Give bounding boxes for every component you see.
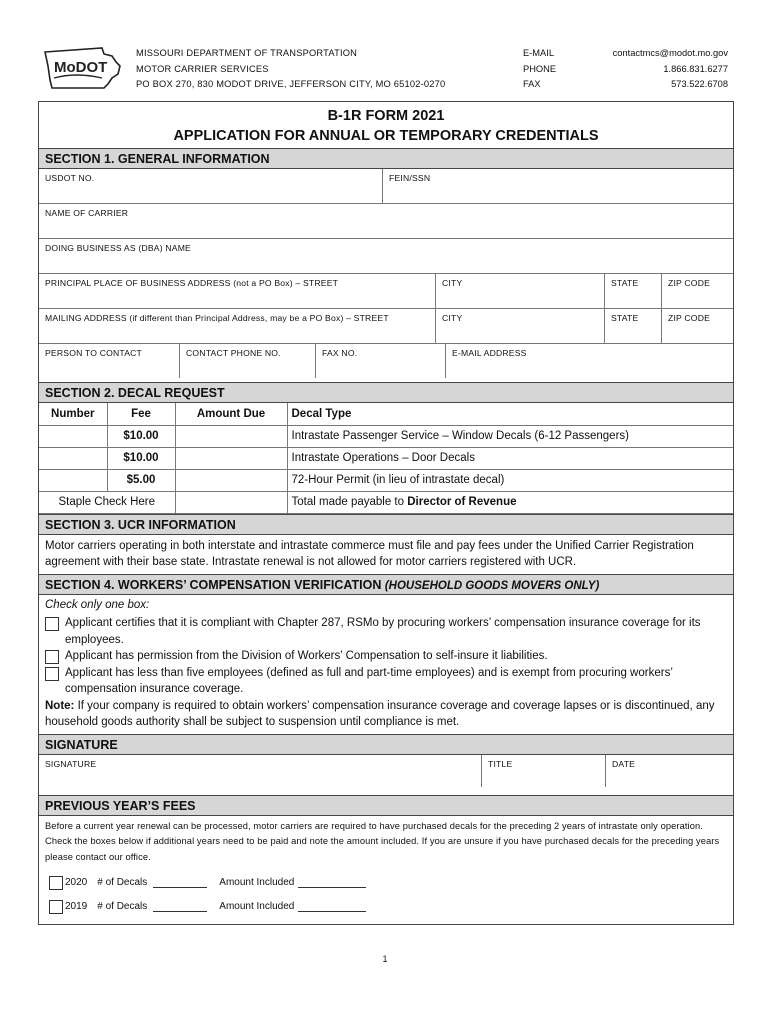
mailing-state-label: STATE [611,313,639,323]
option-text: Applicant has permission from the Division of Workers’ Compensation to self-insure it liabilities. [65,650,548,662]
previous-fees-text: Before a current year renewal can be processed, motor carriers are required to have purchased decals for the preceding 2 years of intrastate only operation. Check the boxes below if additional years need to be paid and note the amount included. If you are unsure if you have purchased decals for the preceding years please contact our office. [45,820,720,862]
principal-zip-label: ZIP CODE [668,278,711,288]
year-2020: 2020 [65,876,88,888]
mailing-street-field[interactable] [39,309,436,343]
usdot-label: USDOT NO. [45,173,95,183]
agency-info [136,46,445,93]
title-label: TITLE [488,758,513,769]
decals-label: # of Decals [97,876,148,888]
fein-field[interactable] [383,169,733,203]
col-amount-due: Amount Due [175,403,287,425]
amount-label: Amount Included [219,900,295,912]
amount-input-2020[interactable] [298,876,366,888]
decal-table [39,403,733,514]
fee-cell: $10.00 [107,425,175,447]
contact-labels [523,46,556,93]
principal-street-label: PRINCIPAL PLACE OF BUSINESS ADDRESS (not a PO Box) – STREET [45,278,339,288]
signature-label: SIGNATURE [45,758,97,769]
amount-label: Amount Included [219,876,295,888]
option-compliant[interactable] [45,615,727,648]
fee-line-2020 [49,874,733,890]
dba-label: DOING BUSINESS AS (DBA) NAME [45,243,191,253]
modot-logo [42,44,122,90]
option-text: Applicant certifies that it is compliant with Chapter 287, RSMo by procuring workers’ compensation insurance coverage for its employees. [65,617,701,646]
section3-heading: SECTION 3. UCR INFORMATION [39,514,733,535]
amount-due-input[interactable] [175,447,287,469]
agency-name: MISSOURI DEPARTMENT OF TRANSPORTATION [136,48,358,58]
total-payable-cell [287,491,733,513]
dba-field[interactable] [39,239,733,273]
fax-value: 573.522.6708 [671,79,728,89]
fax-no-label: FAX NO. [322,348,358,358]
principal-state-field[interactable] [605,274,662,308]
section1-heading: SECTION 1. GENERAL INFORMATION [39,148,733,169]
principal-zip-field[interactable] [662,274,733,308]
decal-header-row [39,403,733,425]
section4-title: SECTION 4. WORKERS’ COMPENSATION VERIFICATION [45,577,385,592]
fee-cell: $5.00 [107,469,175,491]
fax-label: FAX [523,79,541,89]
application-form [38,101,734,925]
phone-label: PHONE [523,63,557,74]
section4-subtitle: (HOUSEHOLD GOODS MOVERS ONLY) [384,579,600,592]
principal-state-label: STATE [611,278,639,288]
table-row [39,447,733,469]
principal-street-field[interactable] [39,274,436,308]
person-contact-field[interactable] [39,344,180,378]
usdot-field[interactable] [39,169,383,203]
checkbox[interactable] [45,650,59,664]
email-label: E-MAIL [523,48,554,58]
form-title-code: B-1R FORM 2021 [327,108,445,124]
agency-address: PO BOX 270, 830 MODOT DRIVE, JEFFERSON CITY, MO 65102-0270 [136,79,446,89]
checkbox-2020[interactable] [49,876,63,890]
number-input[interactable] [39,425,107,447]
ucr-text: Motor carriers operating in both interstate and intrastate commerce must file and pay fees under the Unified Carrier Registration agreement with their base state. Intrastate renewal is not allowed for motor carriers registered with UCR. [45,539,694,568]
note-text: If your company is required to obtain workers’ compensation insurance coverage and coverage lapses or is discontinued, any household goods authority shall be subject to suspension until compliance is met. [45,699,715,728]
signature-heading: SIGNATURE [39,734,733,755]
page-number: 1 [382,954,388,964]
checkbox[interactable] [45,667,59,681]
year-2019: 2019 [65,900,88,912]
carrier-name-field[interactable] [39,204,733,238]
principal-city-label: CITY [442,278,463,288]
decal-type-cell: 72-Hour Permit (in lieu of intrastate decal) [287,469,733,491]
fein-label: FEIN/SSN [389,173,431,183]
amount-input-2019[interactable] [298,900,366,912]
table-row [39,425,733,447]
mailing-zip-field[interactable] [662,309,733,343]
title-field[interactable] [482,755,606,787]
workers-comp-block [39,595,733,734]
checkbox[interactable] [45,617,59,631]
agency-division: MOTOR CARRIER SERVICES [136,63,269,74]
contact-values [613,46,728,93]
amount-due-input[interactable] [175,469,287,491]
letterhead [38,44,730,94]
fax-no-field[interactable] [316,344,446,378]
col-number: Number [39,403,107,425]
signature-row [39,755,733,787]
total-amount-input[interactable] [175,491,287,513]
note-label: Note: [45,699,75,712]
amount-due-input[interactable] [175,425,287,447]
decals-input-2020[interactable] [153,876,207,888]
email-value[interactable]: contactmcs@modot.mo.gov [612,48,728,58]
decals-input-2019[interactable] [153,900,207,912]
previous-fees-heading: PREVIOUS YEAR’S FEES [39,795,733,816]
carrier-name-label: NAME OF CARRIER [45,208,129,218]
mailing-city-label: CITY [442,313,463,323]
number-input[interactable] [39,469,107,491]
mailing-street-label: MAILING ADDRESS (if different than Principal Address, may be a PO Box) – STREET [45,313,389,323]
contact-phone-label: CONTACT PHONE NO. [186,348,281,358]
number-input[interactable] [39,447,107,469]
decals-label: # of Decals [97,900,148,912]
col-decal-type: Decal Type [287,403,733,425]
staple-check-cell: Staple Check Here [39,491,175,513]
mailing-city-field[interactable] [436,309,605,343]
logo-text: MoDOT [54,59,108,76]
email-address-label: E-MAIL ADDRESS [452,348,527,358]
mailing-state-field[interactable] [605,309,662,343]
total-prefix: Total made payable to [291,496,408,508]
check-one-label: Check only one box: [45,598,150,611]
date-label: DATE [612,758,636,769]
section2-heading: SECTION 2. DECAL REQUEST [39,382,733,403]
option-exempt[interactable] [45,665,727,698]
decal-type-cell: Intrastate Passenger Service – Window Decals (6-12 Passengers) [287,425,733,447]
contact-phone-field[interactable] [180,344,316,378]
option-self-insure[interactable] [45,648,727,665]
option-text: Applicant has less than five employees (defined as full and part-time employees) and is exempt from procuring workers’ compensation insurance coverage. [65,666,673,695]
section4-heading [39,574,733,595]
email-address-field[interactable] [446,344,733,378]
fee-line-2019 [49,898,733,914]
person-contact-label: PERSON TO CONTACT [45,348,142,358]
note [45,698,727,731]
signature-field[interactable] [39,755,482,787]
total-row [39,491,733,513]
general-info-grid [39,169,733,378]
checkbox-2019[interactable] [49,900,63,914]
principal-city-field[interactable] [436,274,605,308]
mailing-zip-label: ZIP CODE [668,313,711,323]
col-fee: Fee [107,403,175,425]
decal-type-cell: Intrastate Operations – Door Decals [287,447,733,469]
form-title [39,102,733,148]
form-title-name: APPLICATION FOR ANNUAL OR TEMPORARY CREDENTIALS [173,128,599,144]
date-field[interactable] [606,755,733,787]
phone-value: 1.866.831.6277 [663,63,728,74]
payee: Director of Revenue [407,496,517,508]
table-row [39,469,733,491]
fee-cell: $10.00 [107,447,175,469]
